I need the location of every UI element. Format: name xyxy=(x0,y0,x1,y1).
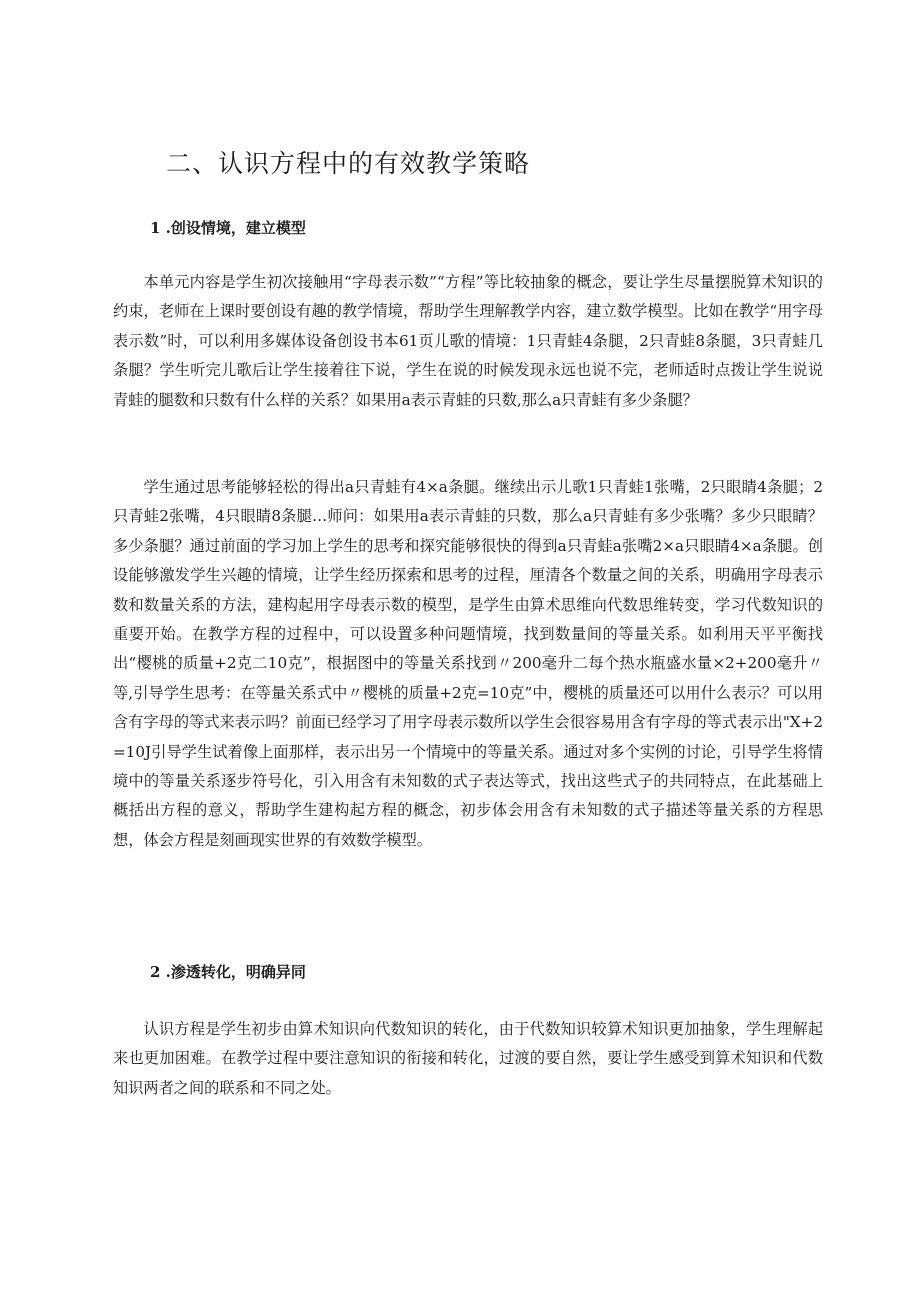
subheading-create-situation: 1 .创设情境，建立模型 xyxy=(150,219,306,237)
paragraph-frog-equation-model: 学生通过思考能够轻松的得出a只青蛙有4×a条腿。继续出示儿歌1只青蛙1张嘴，2只眼睛4条腿；2只青蛙2张嘴，4只眼睛8条腿…师问：如果用a表示青蛙的只数，那么a只青蛙有多少张嘴？多少只眼睛？多少条腿？通过前面的学习加上学生的思考和探究能够很快的得到a只青蛙a张嘴2×a只眼睛4×a条腿。创设能够激发学生兴趣的情境，让学生经历探索和思考的过程，厘清各个数量之间的关系，明确用字母表示数和数量关系的方法，建构起用字母表示数的模型，是学生由算术思维向代数思维转变，学习代数知识的重要开始。在教学方程的过程中，可以设置多种问题情境，找到数量间的等量关系。如利用天平平衡找出“樱桃的质量+2克二10克”，根据图中的等量关系找到〃200毫升二每个热水瓶盛水量×2+200毫升〃等,引导学生思考：在等量关系式中〃樱桃的质量+2克=10克”中，樱桃的质量还可以用什么表示？可以用含有字母的等式来表示吗？前面已经学习了用字母表示数所以学生会很容易用含有字母的等式表示出"X+2=10J引导学生试着像上面那样，表示出另一个情境中的等量关系。通过对多个实例的讨论，引导学生将情境中的等量关系逐步符号化，引入用含有未知数的式子表达等式，找出这些式子的共同特点，在此基础上概括出方程的意义，帮助学生建构起方程的概念，初步体会用含有未知数的式子描述等量关系的方程思想，体会方程是刻画现实世界的有效数学模型。 xyxy=(113,478,823,849)
section-heading: 二、认识方程中的有效教学策略 xyxy=(166,149,531,178)
paragraph-arithmetic-to-algebra: 认识方程是学生初步由算术知识向代数知识的转化，由于代数知识较算术知识更加抽象，学生理解起来也更加困难。在教学过程中要注意知识的衔接和转化，过渡的要自然，要让学生感受到算术知识和代数知识两者之间的联系和不同之处。 xyxy=(113,1020,823,1097)
subheading-transformation: 2 .渗透转化，明确异同 xyxy=(150,963,306,981)
paragraph-letters-represent-numbers: 本单元内容是学生初次接触用“字母表示数”“方程”等比较抽象的概念，要让学生尽量摆脱算术知识的约束，老师在上课时要创设有趣的教学情境，帮助学生理解教学内容，建立数学模型。比如在教学“用字母表示数”时，可以利用多媒体设备创设书本61页儿歌的情境：1只青蛙4条腿，2只青蛙8条腿，3只青蛙几条腿？学生听完儿歌后让学生接着往下说，学生在说的时候发现永远也说不完，老师适时点拨让学生说说青蛙的腿数和只数有什么样的关系？如果用a表示青蛙的只数,那么a只青蛙有多少条腿？ xyxy=(113,273,823,409)
